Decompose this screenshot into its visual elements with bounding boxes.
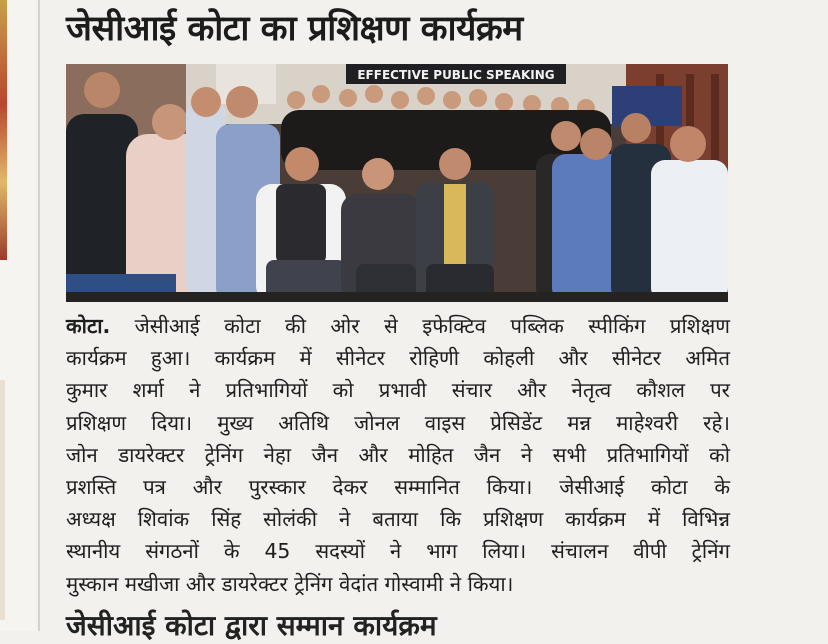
next-headline-text: जेसीआई कोटा द्वारा सम्मान कार्यक्रम [66,609,437,642]
article-line: कार्यक्रम हुआ। कार्यक्रम में सीनेटर रोहिणी कोहली और सीनेटर अमित [66,346,730,371]
headline: जेसीआई कोटा का प्रशिक्षण कार्यक्रम [66,9,523,49]
article-line: कुमार शर्मा ने प्रतिभागियों को प्रभावी संचार और नेतृत्व कौशल पर [66,378,730,403]
adjacent-image-edge [0,0,7,260]
article-line: प्रशिक्षण दिया। मुख्य अतिथि जोनल वाइस प्रेसिडेंट मन्न माहेश्वरी रहे। [66,410,730,435]
group-photo-illustration [66,64,728,302]
adjacent-column-edge [0,380,5,620]
group-photo [66,64,728,302]
banner-text: EFFECTIVE PUBLIC SPEAKING [357,68,555,82]
article-line-text: जेसीआई कोटा की ओर से इफेक्टिव पब्लिक स्पीकिंग प्रशिक्षण [134,314,730,338]
article-line: स्थानीय संगठनों के 45 सदस्यों ने भाग लिया। संचालन वीपी ट्रेनिंग [66,539,730,564]
article-line [66,310,730,342]
article-line: मुस्कान मखीजा और डायरेक्टर ट्रेनिंग वेदांत गोस्वामी ने किया। [66,571,514,596]
column-rule [38,0,40,631]
article-line: अध्यक्ष शिवांक सिंह सोलंकी ने बताया कि प्रशिक्षण कार्यक्रम में विभिन्न [66,507,730,532]
adjacent-column-strip [0,0,36,631]
article-line: जोन डायरेक्टर ट्रेनिंग नेहा जैन और मोहित जैन ने सभी प्रतिभागियों को [66,442,730,467]
article-body [66,310,730,600]
article-line: प्रशस्ति पत्र और पुरस्कार देकर सम्मानित किया। जेसीआई कोटा के [66,475,730,500]
next-headline-cut [66,609,566,642]
dateline: कोटा. [66,314,111,338]
